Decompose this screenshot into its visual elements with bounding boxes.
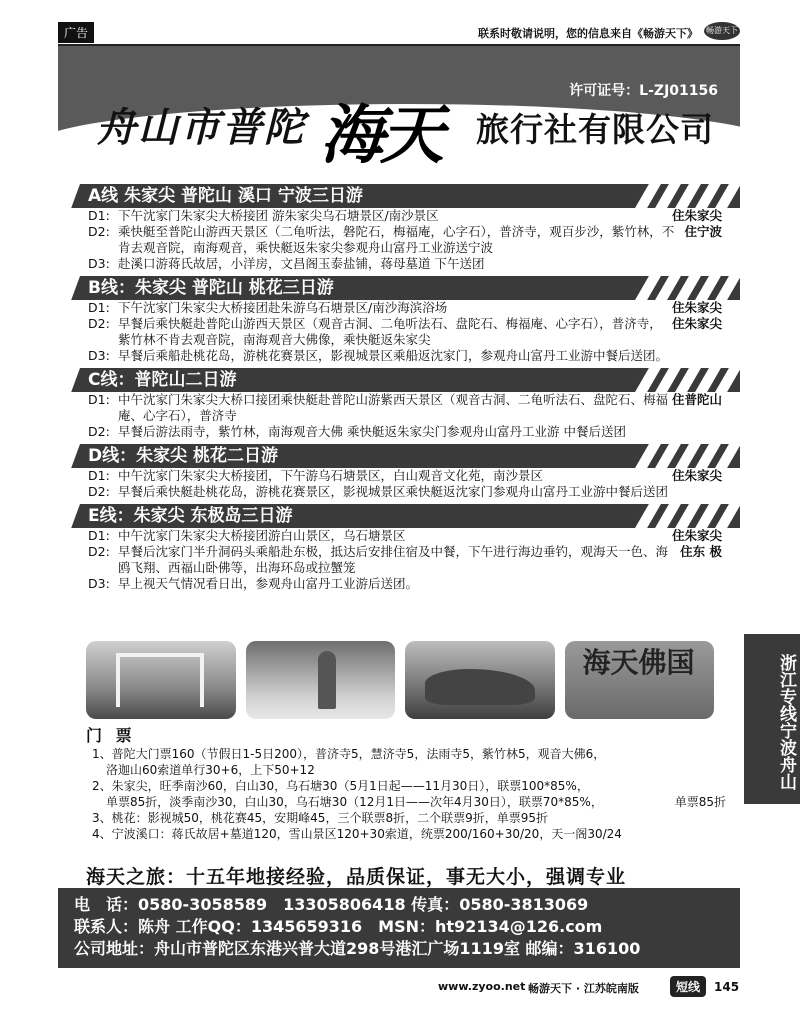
agency-header <box>58 46 740 186</box>
route-a <box>58 184 740 272</box>
route-day: D1: 住普陀山 中午沈家门朱家尖大桥口接团乘快艇赴普陀山游紫西天景区（观音古洞、二龟听法石、盘陀石、梅福庵、心字石），普济寺 <box>88 392 740 424</box>
side-category-label: 浙江专线宁波舟山 <box>744 634 800 804</box>
brand-haitian-calligraphy: 海天 <box>320 98 440 173</box>
publication-name: 畅游天下 · 江苏皖南版 <box>528 982 639 995</box>
route-day: D1: 住朱家尖 下午沈家门朱家尖大桥接团赴朱游乌石塘景区/南沙海滨浴场 <box>88 300 740 316</box>
scenery-photos <box>86 641 714 719</box>
route-b <box>58 276 740 364</box>
qq-number: 1345659316 <box>250 917 363 936</box>
route-day: D3: 赴溪口游蒋氏故居，小洋房，文昌阁玉泰盐铺，蒋母墓道 下午送团 <box>88 256 485 271</box>
stay-location: 住宁波 <box>684 224 722 239</box>
page-footer <box>58 972 740 1000</box>
day-itinerary: 早餐后乘快艇赴桃花岛，游桃花赛景区，影视城景区乘快艇返沈家门参观舟山富丹工业游中餐后送团 <box>118 484 669 499</box>
contact-box: 电 话：0580-3058589 13305806418 传真：0580-3813069 联系人：陈舟 工作QQ：1345659316 MSN：ht92134@126.com 公司地址：舟山市普陀区东港兴普大道298号港汇广场1119室 邮编：316100 <box>58 888 740 968</box>
day-itinerary: 乘快艇至普陀山游西天景区（二龟听法，磐陀石，梅福庵，心字石），普济寺，观百步沙，紫竹林，不肯去观音院，南海观音，乘快艇返朱家尖参观舟山富丹工业游送宁波 <box>118 224 675 255</box>
day-itinerary: 早餐后游法雨寺，紫竹林，南海观音大佛 乘快艇返朱家尖门参观舟山富丹工业游 中餐后送团 <box>118 424 626 439</box>
route-d <box>58 444 740 500</box>
slogan: 海天之旅：十五年地接经验，品质保证，事无大小，强调专业 <box>86 866 627 888</box>
day-itinerary: 早餐后乘船赴桃花岛，游桃花赛景区，影视城景区乘船返沈家门，参观舟山富丹工业游中餐后送团。 <box>118 348 669 363</box>
route-e <box>58 504 740 592</box>
day-itinerary: 中午沈家门朱家尖大桥口接团乘快艇赴普陀山游紫西天景区（观音古洞、二龟听法石、盘陀石、梅福庵、心字石），普济寺 <box>118 392 669 423</box>
route-day: D2: 住宁波 乘快艇至普陀山游西天景区（二龟听法，磐陀石，梅福庵，心字石），普济寺，观百步沙，紫竹林，不肯去观音院，南海观音，乘快艇返朱家尖参观舟山富丹工业游送宁波 <box>88 224 740 256</box>
brand-city: 舟山市普陀 <box>96 104 306 151</box>
tickets-heading: 门 票 <box>86 726 136 745</box>
route-day: D1: 住朱家尖 下午沈家门朱家尖大桥接团 游朱家尖乌石塘景区/南沙景区 <box>88 208 740 224</box>
route-header <box>58 368 740 392</box>
ticket-line: 3、桃花：影视城50，桃花赛45，安期峰45，三个联票8折，二个联票9折，单票95折 <box>92 811 548 825</box>
route-day: D2: 早餐后游法雨寺，紫竹林，南海观音大佛 乘快艇返朱家尖门参观舟山富丹工业游 中餐后送团 <box>88 424 626 439</box>
route-title: C线：普陀山二日游 <box>88 370 237 390</box>
day-itinerary: 早上视天气情况看日出，参观舟山富丹工业游后送团。 <box>118 576 419 591</box>
ticket-line: 1、普陀大门票160（节假日1-5日200），普济寺5，慧济寺5，法雨寺5，紫竹林5，观音大佛6， <box>92 747 606 761</box>
stone-engraving: 海天佛国 <box>582 646 695 679</box>
company-address: 舟山市普陀区东港兴普大道298号港汇广场1119室 <box>154 939 520 958</box>
day-itinerary: 早餐后乘快艇赴普陀山游西天景区（观音古洞、二龟听法石、盘陀石、梅福庵、心字石），普济寺，紫竹林不肯去观音院，南海观音大佛像，乘快艇返朱家尖 <box>118 316 662 347</box>
route-header <box>58 444 740 468</box>
zip-code: 316100 <box>573 939 641 958</box>
site-url: www.zyoo.net <box>438 980 526 993</box>
day-itinerary: 中午沈家门朱家尖大桥接团，下午游乌石塘景区，白山观音文化苑，南沙景区 <box>118 468 544 483</box>
stay-location: 住朱家尖 <box>671 316 722 331</box>
day-itinerary: 下午沈家门朱家尖大桥接团 游朱家尖乌石塘景区/南沙景区 <box>118 208 439 223</box>
route-header <box>58 184 740 208</box>
ad-tag: 广告 <box>58 22 94 43</box>
license-number: 许可证号：L-ZJ01156 <box>569 83 718 99</box>
stay-location: 住东 极 <box>680 544 722 559</box>
temple-gate-photo <box>86 641 236 719</box>
guanyin-statue-photo <box>246 641 396 719</box>
route-header <box>58 504 740 528</box>
brand-company: 旅行社有限公司 <box>476 110 714 149</box>
ticket-prices <box>86 728 726 842</box>
route-day: D3: 早餐后乘船赴桃花岛，游桃花赛景区，影视城景区乘船返沈家门，参观舟山富丹工业游中餐后送团。 <box>88 348 669 363</box>
section-badge: 短线 <box>670 976 706 997</box>
routes-section <box>58 180 740 592</box>
ticket-line: 4、宁波溪口：蒋氏故居+墓道120，雪山景区120+30索道，统票200/160+30/20，天一阁30/24 <box>92 827 622 841</box>
stay-location: 住朱家尖 <box>671 468 722 483</box>
stay-location: 住朱家尖 <box>671 300 722 315</box>
top-note: 联系时敬请说明，您的信息来自《畅游天下》 <box>478 27 698 40</box>
route-title: E线：朱家尖 东极岛三日游 <box>88 506 293 526</box>
route-c <box>58 368 740 440</box>
coastal-rocks-photo <box>405 641 555 719</box>
phone-number: 0580-3058589 13305806418 <box>138 895 406 914</box>
day-itinerary: 早餐后沈家门半升洞码头乘船赴东极，抵达后安排住宿及中餐，下午进行海边垂钓，观海天一色、海鸥飞翔、西福山卧佛等，出海环岛或拉蟹笼 <box>118 544 669 575</box>
publication-logo: 畅游天下 <box>704 22 740 40</box>
stay-location: 住朱家尖 <box>671 528 722 543</box>
route-day: D2: 早餐后乘快艇赴桃花岛，游桃花赛景区，影视城景区乘快艇返沈家门参观舟山富丹工业游中餐后送团 <box>88 484 669 499</box>
day-itinerary: 中午沈家门朱家尖大桥接团游白山景区，乌石塘景区 <box>118 528 406 543</box>
contact-person: 陈舟 <box>138 917 171 936</box>
route-day: D1: 住朱家尖 中午沈家门朱家尖大桥接团游白山景区，乌石塘景区 <box>88 528 740 544</box>
route-title: A线 朱家尖 普陀山 溪口 宁波三日游 <box>88 186 363 206</box>
stay-location: 住普陀山 <box>671 392 722 407</box>
route-day: D1: 住朱家尖 中午沈家门朱家尖大桥接团，下午游乌石塘景区，白山观音文化苑，南沙景区 <box>88 468 740 484</box>
route-day: D3: 早上视天气情况看日出，参观舟山富丹工业游后送团。 <box>88 576 419 591</box>
route-day: D2: 住朱家尖 早餐后乘快艇赴普陀山游西天景区（观音古洞、二龟听法石、盘陀石、梅福庵、心字石），普济寺，紫竹林不肯去观音院，南海观音大佛像，乘快艇返朱家尖 <box>88 316 740 348</box>
ticket-line: 2、朱家尖，旺季南沙60，白山30，乌石塘30（5月1日起——11月30日），联票100*85%， <box>92 779 589 793</box>
route-title: D线：朱家尖 桃花二日游 <box>88 446 279 466</box>
fax-number: 0580-3813069 <box>459 895 589 914</box>
stay-location: 住朱家尖 <box>671 208 722 223</box>
route-header <box>58 276 740 300</box>
ticket-line: 洛迦山60索道单行30+6，上下50+12 <box>106 763 315 777</box>
engraved-stone-photo <box>565 641 715 719</box>
day-itinerary: 下午沈家门朱家尖大桥接团赴朱游乌石塘景区/南沙海滨浴场 <box>118 300 448 315</box>
route-day: D2: 住东 极 早餐后沈家门半升洞码头乘船赴东极，抵达后安排住宿及中餐，下午进行海边垂钓，观海天一色、海鸥飞翔、西福山卧佛等，出海环岛或拉蟹笼 <box>88 544 740 576</box>
msn-address: ht92134@126.com <box>435 917 603 936</box>
route-title: B线：朱家尖 普陀山 桃花三日游 <box>88 278 334 298</box>
top-bar <box>58 22 740 46</box>
ticket-line: 单票85折 单票85折，淡季南沙30，白山30，乌石塘30（12月1日——次年4月30日），联票70*85%， <box>106 795 726 809</box>
day-itinerary: 赴溪口游蒋氏故居，小洋房，文昌阁玉泰盐铺，蒋母墓道 下午送团 <box>118 256 485 271</box>
page-number: 145 <box>714 980 740 994</box>
